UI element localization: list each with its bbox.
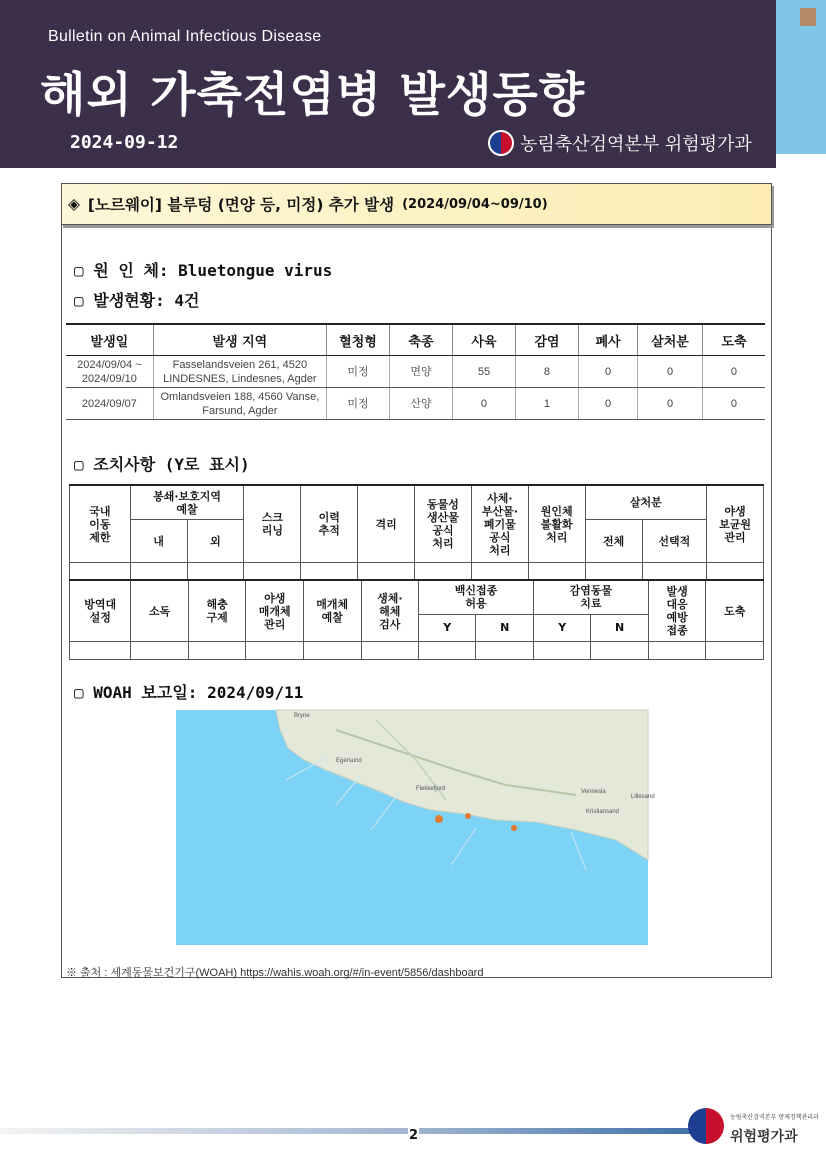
hdr-slaughter: 도축 <box>706 580 764 642</box>
footer-org-name: 위험평가과 <box>730 1129 798 1145</box>
map-label: Flekkefjord <box>416 786 446 792</box>
cell-dead: 0 <box>578 388 637 420</box>
hdr-stamping-selective: 선택적 <box>642 520 706 563</box>
bulletin-date: 2024-09-12 <box>70 132 179 153</box>
col-slaughtered: 도축 <box>702 324 765 356</box>
hdr-live-dead-test: 생체· 해체 검사 <box>361 580 419 642</box>
cell-susceptible: 55 <box>452 356 515 388</box>
outbreak-table-header <box>66 324 765 356</box>
table-row <box>70 563 764 581</box>
cell-species: 면양 <box>389 356 452 388</box>
cell-infected: 1 <box>515 388 578 420</box>
hdr-treatment-y: Y <box>533 614 590 641</box>
map-label: Lillesand <box>631 794 655 800</box>
report-title-banner <box>61 183 772 225</box>
status-line: ▢ 발생현황: 4건 <box>74 291 200 310</box>
hdr-vaccination-n: N <box>476 614 533 641</box>
page-title: 해외 가축전염병 발생동향 <box>40 68 586 123</box>
col-culled: 살처분 <box>638 324 703 356</box>
woah-line: ▢ WOAH 보고일: 2024/09/11 <box>74 683 304 702</box>
hdr-wild-vector: 야생 매개체 관리 <box>246 580 304 642</box>
cell-dead: 0 <box>578 356 637 388</box>
outbreak-map <box>176 710 655 945</box>
pathogen-line: ▢ 원 인 체: Bluetongue virus <box>74 261 333 280</box>
outbreak-marker <box>435 815 443 823</box>
cell-region: Fasselandsveien 261, 4520 LINDESNES, Lindesnes, Agder <box>153 356 326 388</box>
hdr-official-carcass: 사체· 부산물· 폐기물 공식 처리 <box>471 485 528 563</box>
hdr-stamping-total: 전체 <box>585 520 642 563</box>
org-name: 농림축산검역본부 위험평가과 <box>520 134 752 155</box>
hdr-vector-surveillance: 매개체 예찰 <box>303 580 361 642</box>
hdr-treatment: 감염동물 치료 <box>533 580 648 614</box>
bulletin-subtitle: Bulletin on Animal Infectious Disease <box>48 28 322 45</box>
cell-infected: 8 <box>515 356 578 388</box>
col-serotype: 혈청형 <box>327 324 390 356</box>
hdr-zoning: 방역대 설정 <box>70 580 131 642</box>
map-label: Bryne <box>294 713 310 719</box>
landmass <box>276 710 648 860</box>
page-number: 2 <box>409 1128 419 1143</box>
org-label <box>488 130 752 156</box>
hdr-disinfection: 소독 <box>131 580 189 642</box>
col-date: 발생일 <box>66 324 153 356</box>
hdr-screening: 스크 리닝 <box>244 485 301 563</box>
hdr-tracing: 이력 추적 <box>301 485 358 563</box>
cell-date: 2024/09/07 <box>66 388 153 420</box>
map-label: Kristiansand <box>586 809 620 815</box>
map-label: Vennesla <box>581 789 606 795</box>
hdr-stamping: 살처분 <box>585 485 706 520</box>
measures-table-2 <box>69 579 764 660</box>
cell-culled: 0 <box>638 388 703 420</box>
cell-susceptible: 0 <box>452 388 515 420</box>
outbreak-marker <box>511 825 517 831</box>
measures-line: ▢ 조치사항 (Y로 표시) <box>74 455 250 474</box>
hdr-outbreak-vaccination: 발생 대응 예방 접종 <box>648 580 706 642</box>
cell-species: 산양 <box>389 388 452 420</box>
outbreak-table <box>66 323 765 420</box>
hdr-domestic-movement: 국내 이동 제한 <box>70 485 131 563</box>
report-title: [노르웨이] 블루텅 (면양 등, 미정) 추가 발생 <box>87 196 395 214</box>
hdr-official-products: 동물성 생산물 공식 처리 <box>415 485 472 563</box>
hdr-vaccination: 백신접종 허용 <box>419 580 534 614</box>
footer-line <box>0 1128 700 1134</box>
hdr-zone: 봉쇄·보호지역 예찰 <box>130 485 244 520</box>
map-graphic <box>176 710 655 945</box>
table-row <box>66 388 765 420</box>
col-species: 축종 <box>389 324 452 356</box>
col-region: 발생 지역 <box>153 324 326 356</box>
cell-region: Omlandsveien 188, 4560 Vanse, Farsund, Agder <box>153 388 326 420</box>
col-dead: 폐사 <box>578 324 637 356</box>
table-row <box>70 642 764 660</box>
footer-org-small: 농림축산검역본부 방제정책관리과 <box>730 1114 819 1121</box>
map-label: Egersund <box>336 758 362 764</box>
measures-table-1 <box>69 484 764 581</box>
report-period: (2024/09/04~09/10) <box>402 196 548 212</box>
col-susceptible: 사육 <box>452 324 515 356</box>
hdr-wildlife-reservoir: 야생 보균원 관리 <box>707 485 764 563</box>
cell-date: 2024/09/04 ~ 2024/09/10 <box>66 356 153 388</box>
cell-serotype: 미정 <box>327 388 390 420</box>
hdr-zone-in: 내 <box>130 520 187 563</box>
taegeuk-logo-icon <box>688 1108 724 1144</box>
outbreak-marker <box>465 813 471 819</box>
hdr-zone-out: 외 <box>187 520 244 563</box>
diamond-icon: ◈ <box>68 195 80 213</box>
cell-slaughtered: 0 <box>702 356 765 388</box>
hdr-inactivation: 원인체 불활화 처리 <box>528 485 585 563</box>
hdr-treatment-n: N <box>591 614 648 641</box>
source-note: ※ 출처 : 세계동물보건기구(WOAH) https://wahis.woah.org/#/in-event/5856/dashboard <box>66 967 484 979</box>
taegeuk-logo-icon <box>488 130 514 156</box>
table-row <box>66 356 765 388</box>
hdr-vector-control: 해충 구제 <box>188 580 246 642</box>
cell-slaughtered: 0 <box>702 388 765 420</box>
cell-serotype: 미정 <box>327 356 390 388</box>
cell-culled: 0 <box>638 356 703 388</box>
col-infected: 감염 <box>515 324 578 356</box>
hdr-vaccination-y: Y <box>419 614 476 641</box>
hdr-quarantine: 격리 <box>358 485 415 563</box>
accent-square <box>800 8 816 26</box>
